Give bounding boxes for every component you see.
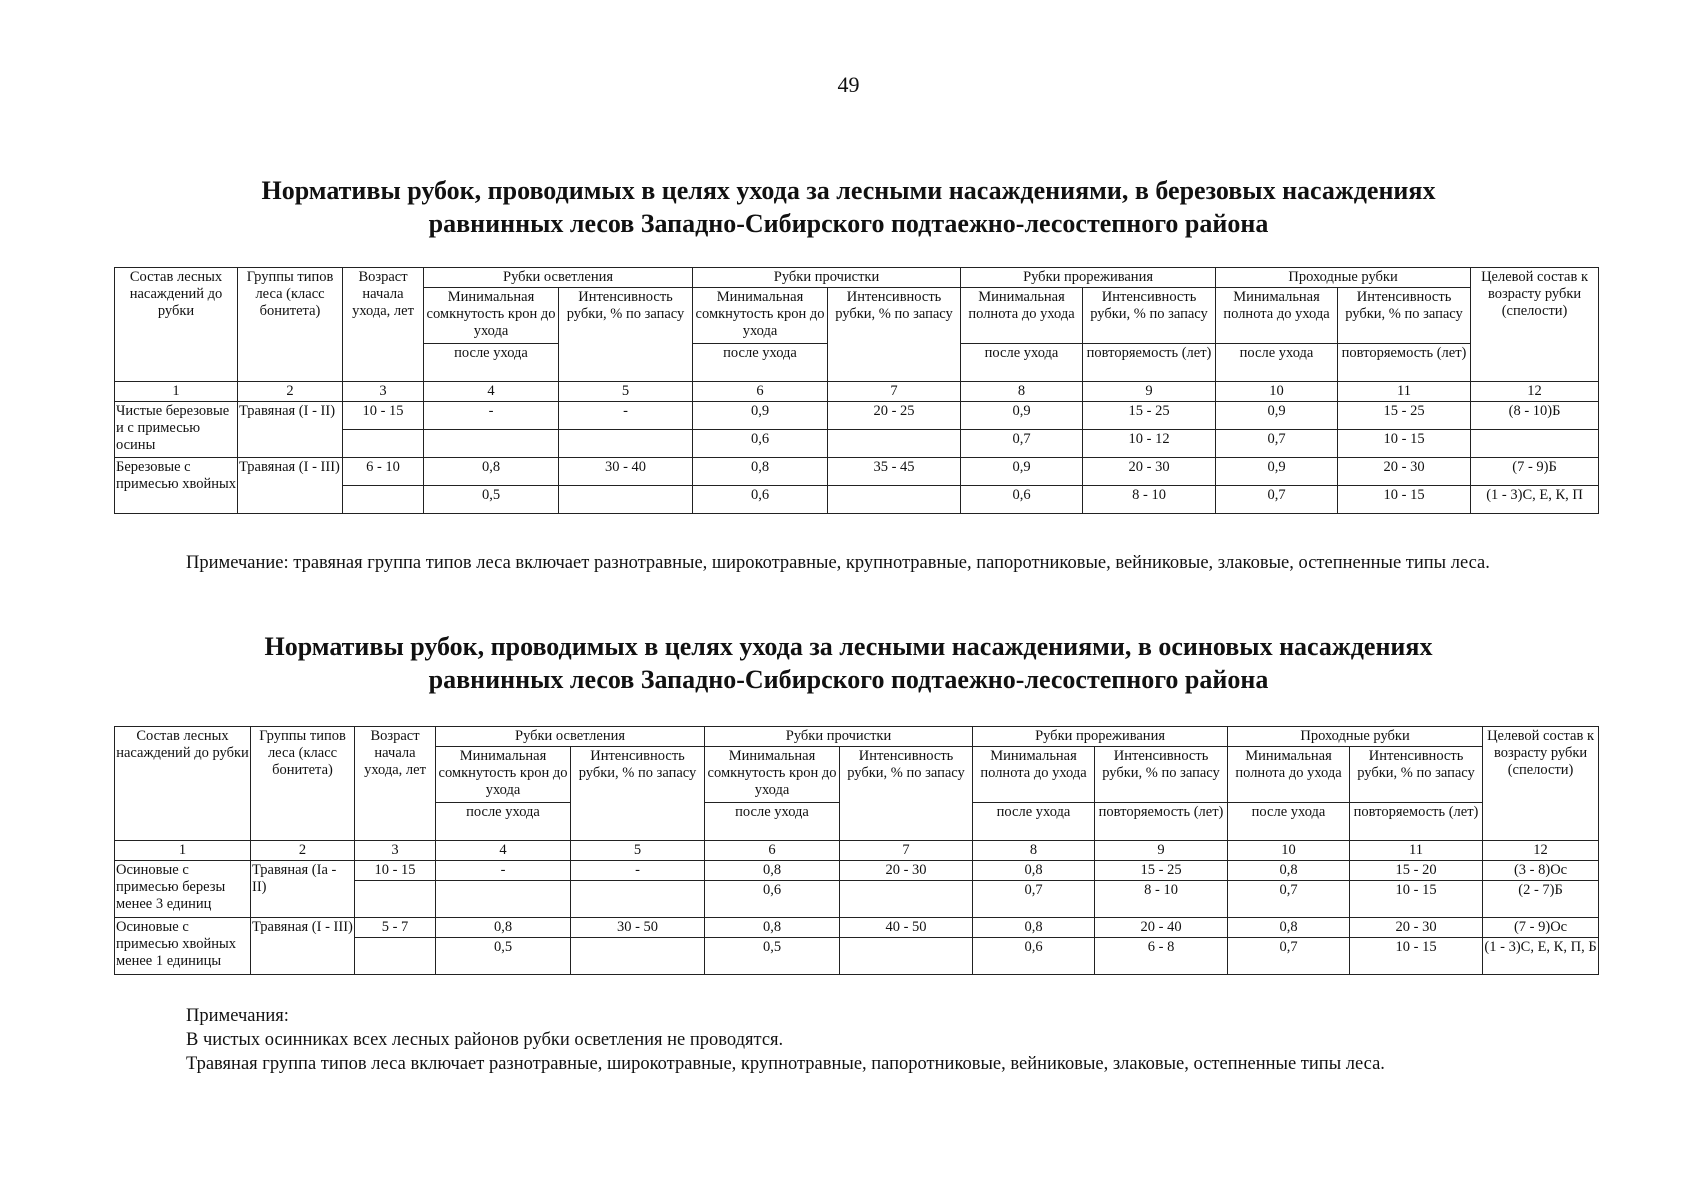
target-cell: (1 - 3)С, Е, К, П [1471,486,1599,514]
column-number-row [115,841,1599,861]
value-cell: 0,5 [436,938,571,975]
target-cell: (2 - 7)Б [1483,881,1599,918]
value-cell: 10 - 12 [1083,430,1216,458]
header-intensity: Интенсивность рубки, % по запасу [1083,288,1216,344]
column-number: 2 [238,382,343,402]
header-after-care: после ухода [436,803,571,841]
header-min-density: Минимальная полнота до ухода [1216,288,1338,344]
value-cell: 0,9 [961,402,1083,430]
header-thinning: Рубки прореживания [973,727,1228,747]
value-cell: 0,8 [424,458,559,486]
target-cell: (1 - 3)С, Е, К, П, Б [1483,938,1599,975]
header-composition: Состав лесных насаждений до рубки [115,727,251,841]
value-cell: 20 - 30 [1350,918,1483,938]
value-cell: 10 - 15 [1338,486,1471,514]
section2-title [120,630,1577,696]
composition-cell: Осиновые с примесью березы менее 3 единиц [115,861,251,918]
value-cell: 15 - 25 [1338,402,1471,430]
header-cleaning: Рубки прочистки [705,727,973,747]
value-cell: 0,9 [1216,402,1338,430]
notes-title: Примечания: [186,1006,289,1026]
target-cell: (3 - 8)Ос [1483,861,1599,881]
header-forest-types: Группы типов леса (класс бонитета) [238,268,343,382]
header-intensity: Интенсивность рубки, % по запасу [1095,747,1228,803]
target-cell: (7 - 9)Ос [1483,918,1599,938]
target-cell [1471,430,1599,458]
value-cell: 0,8 [693,458,828,486]
value-cell: 0,8 [1228,918,1350,938]
column-number: 8 [961,382,1083,402]
header-min-crown: Минимальная сомкнутость крон до ухода [436,747,571,803]
header-after-care: после ухода [961,344,1083,382]
header-min-density: Минимальная полнота до ухода [961,288,1083,344]
column-number: 1 [115,841,251,861]
value-cell [436,881,571,918]
section2-notes [186,1004,1606,1076]
header-after-care: после ухода [424,344,559,382]
value-cell [571,938,705,975]
value-cell [559,430,693,458]
column-number: 2 [251,841,355,861]
forest-type-cell: Травяная (I - II) [238,402,343,458]
value-cell: 10 - 15 [1350,881,1483,918]
column-number: 6 [705,841,840,861]
header-target: Целевой состав к возрасту рубки (спелости) [1483,727,1599,841]
value-cell: 40 - 50 [840,918,973,938]
section1-title-line1: Нормативы рубок, проводимых в целях ухода за лесными насаждениями, в березовых насаждениях [261,176,1436,205]
composition-cell: Чистые березовые и с примесью осины [115,402,238,458]
header-clearing: Рубки осветления [424,268,693,288]
age-cell [343,430,424,458]
target-cell: (7 - 9)Б [1471,458,1599,486]
header-thinning: Рубки прореживания [961,268,1216,288]
age-cell: 10 - 15 [355,861,436,881]
section1-note: Примечание: травяная группа типов леса включает разнотравные, широкотравные, крупнотравные, папоротниковые, вейниковые, злаковые, остепненные типы леса. [186,553,1490,573]
header-row-1 [115,727,1599,747]
birch-norms-table [114,267,1599,514]
note-item: В чистых осинниках всех лесных районов рубки осветления не проводятся. [186,1030,784,1050]
value-cell: - [559,402,693,430]
table-row [115,861,1599,881]
age-cell [343,486,424,514]
value-cell: 0,6 [693,430,828,458]
page-number: 49 [837,72,860,97]
header-row-1 [115,268,1599,288]
age-cell: 10 - 15 [343,402,424,430]
value-cell: 8 - 10 [1095,881,1228,918]
value-cell: 35 - 45 [828,458,961,486]
column-number: 11 [1338,382,1471,402]
column-number: 3 [343,382,424,402]
column-number: 6 [693,382,828,402]
value-cell: - [571,861,705,881]
column-number: 11 [1350,841,1483,861]
header-after-care: после ухода [693,344,828,382]
header-cleaning: Рубки прочистки [693,268,961,288]
header-after-care: после ухода [705,803,840,841]
header-start-age: Возраст начала ухода, лет [355,727,436,841]
column-number: 3 [355,841,436,861]
column-number: 7 [840,841,973,861]
section1-title-line2: равнинных лесов Западно-Сибирского подтаежно-лесостепного района [428,209,1269,238]
value-cell: 20 - 30 [840,861,973,881]
value-cell: 20 - 30 [1338,458,1471,486]
value-cell: 6 - 8 [1095,938,1228,975]
header-passage: Проходные рубки [1228,727,1483,747]
forest-type-cell: Травяная (I - III) [251,918,355,975]
value-cell: 0,6 [961,486,1083,514]
value-cell [559,486,693,514]
column-number: 12 [1471,382,1599,402]
value-cell [828,430,961,458]
column-number-row [115,382,1599,402]
header-repeat: повторяемость (лет) [1095,803,1228,841]
age-cell [355,881,436,918]
forest-type-cell: Травяная (I - III) [238,458,343,514]
aspen-norms-table [114,726,1599,975]
column-number: 10 [1216,382,1338,402]
value-cell: 0,9 [1216,458,1338,486]
header-start-age: Возраст начала ухода, лет [343,268,424,382]
value-cell: 0,5 [424,486,559,514]
value-cell: 0,9 [693,402,828,430]
value-cell: 0,7 [961,430,1083,458]
column-number: 5 [559,382,693,402]
value-cell [840,881,973,918]
value-cell: 0,8 [1228,861,1350,881]
header-clearing: Рубки осветления [436,727,705,747]
section2-title-line1: Нормативы рубок, проводимых в целях ухода за лесными насаждениями, в осиновых насаждениях [264,632,1433,661]
forest-type-cell: Травяная (Iа - II) [251,861,355,918]
table-row [115,918,1599,938]
value-cell: 0,7 [1228,938,1350,975]
value-cell: 30 - 50 [571,918,705,938]
header-intensity: Интенсивность рубки, % по запасу [1350,747,1483,803]
note-item: Травяная группа типов леса включает разнотравные, широкотравные, крупнотравные, папоротниковые, вейниковые, злаковые, остепненные типы леса. [186,1054,1385,1074]
header-forest-types: Группы типов леса (класс бонитета) [251,727,355,841]
header-min-crown: Минимальная сомкнутость крон до ухода [424,288,559,344]
section2-title-line2: равнинных лесов Западно-Сибирского подтаежно-лесостепного района [428,665,1269,694]
value-cell: 0,6 [705,881,840,918]
value-cell: 0,8 [436,918,571,938]
header-repeat: повторяемость (лет) [1083,344,1216,382]
header-min-crown: Минимальная сомкнутость крон до ухода [693,288,828,344]
header-target: Целевой состав к возрасту рубки (спелости) [1471,268,1599,382]
value-cell: 8 - 10 [1083,486,1216,514]
value-cell: 0,7 [973,881,1095,918]
column-number: 9 [1095,841,1228,861]
value-cell: 20 - 30 [1083,458,1216,486]
header-intensity: Интенсивность рубки, % по запасу [559,288,693,382]
column-number: 1 [115,382,238,402]
value-cell: 0,6 [973,938,1095,975]
value-cell [828,486,961,514]
value-cell: 15 - 25 [1083,402,1216,430]
header-intensity: Интенсивность рубки, % по запасу [840,747,973,841]
header-min-density: Минимальная полнота до ухода [973,747,1095,803]
table-row [115,458,1599,486]
value-cell: 0,8 [705,918,840,938]
value-cell [840,938,973,975]
header-min-crown: Минимальная сомкнутость крон до ухода [705,747,840,803]
value-cell: 0,7 [1216,430,1338,458]
composition-cell: Березовые с примесью хвойных [115,458,238,514]
value-cell: 10 - 15 [1350,938,1483,975]
column-number: 7 [828,382,961,402]
age-cell: 5 - 7 [355,918,436,938]
value-cell: 0,7 [1228,881,1350,918]
value-cell: 30 - 40 [559,458,693,486]
header-repeat: повторяемость (лет) [1338,344,1471,382]
header-after-care: после ухода [1228,803,1350,841]
value-cell [424,430,559,458]
column-number: 9 [1083,382,1216,402]
value-cell: - [424,402,559,430]
column-number: 12 [1483,841,1599,861]
header-intensity: Интенсивность рубки, % по запасу [571,747,705,841]
age-cell: 6 - 10 [343,458,424,486]
value-cell: 0,9 [961,458,1083,486]
value-cell: 20 - 40 [1095,918,1228,938]
column-number: 4 [424,382,559,402]
column-number: 8 [973,841,1095,861]
value-cell: 10 - 15 [1338,430,1471,458]
header-intensity: Интенсивность рубки, % по запасу [1338,288,1471,344]
header-min-density: Минимальная полнота до ухода [1228,747,1350,803]
value-cell: 15 - 25 [1095,861,1228,881]
value-cell [571,881,705,918]
column-number: 5 [571,841,705,861]
header-passage: Проходные рубки [1216,268,1471,288]
value-cell: 0,8 [705,861,840,881]
value-cell: 20 - 25 [828,402,961,430]
table-row [115,402,1599,430]
header-composition: Состав лесных насаждений до рубки [115,268,238,382]
header-after-care: после ухода [1216,344,1338,382]
header-intensity: Интенсивность рубки, % по запасу [828,288,961,382]
value-cell: 0,8 [973,861,1095,881]
column-number: 4 [436,841,571,861]
age-cell [355,938,436,975]
value-cell: 0,8 [973,918,1095,938]
value-cell: 0,6 [693,486,828,514]
section1-title [120,174,1577,240]
value-cell: 0,5 [705,938,840,975]
value-cell: 0,7 [1216,486,1338,514]
value-cell: - [436,861,571,881]
value-cell: 15 - 20 [1350,861,1483,881]
header-after-care: после ухода [973,803,1095,841]
column-number: 10 [1228,841,1350,861]
target-cell: (8 - 10)Б [1471,402,1599,430]
composition-cell: Осиновые с примесью хвойных менее 1 единицы [115,918,251,975]
header-repeat: повторяемость (лет) [1350,803,1483,841]
